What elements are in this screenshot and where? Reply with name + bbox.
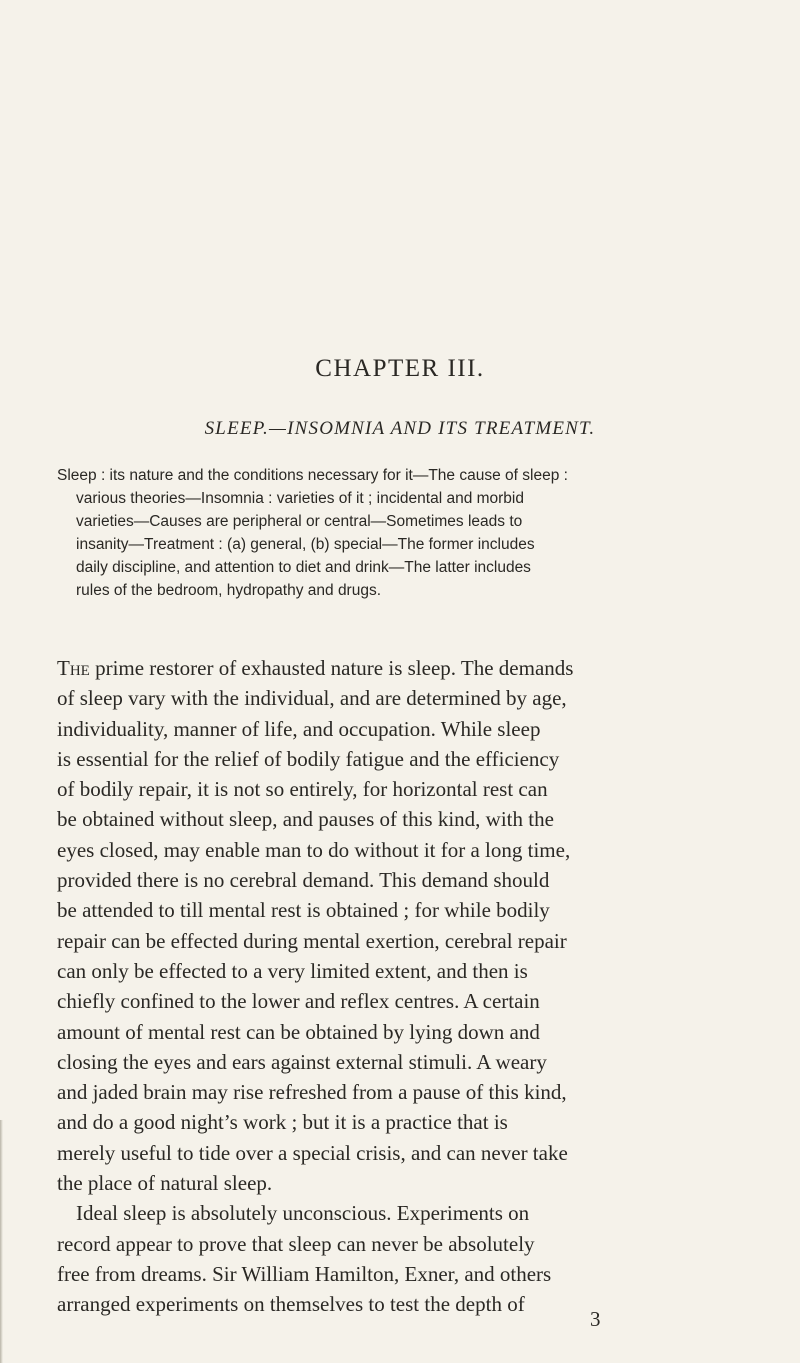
synopsis-line: rules of the bedroom, hydropathy and drugs.: [76, 582, 382, 599]
opening-word: The: [57, 656, 90, 680]
body-line: individuality, manner of life, and occupation. While sleep: [57, 716, 541, 741]
body-line: free from dreams. Sir William Hamilton, Exner, and others: [57, 1261, 552, 1286]
page-number: 3: [590, 1307, 601, 1331]
body-line: be obtained without sleep, and pauses of this kind, with the: [57, 807, 554, 832]
page-edge-shadow: [0, 1120, 3, 1363]
synopsis-line: insanity—Treatment : (a) general, (b) special—The former includes: [76, 536, 535, 553]
synopsis-line: daily discipline, and attention to diet and drink—The latter includes: [76, 559, 531, 576]
body-line: provided there is no cerebral demand. This demand should: [57, 868, 550, 893]
body-line: the place of natural sleep.: [57, 1171, 273, 1196]
body-line: [57, 653, 747, 683]
body-line: be attended to till mental rest is obtained ; for while bodily: [57, 898, 550, 923]
body-line: of sleep vary with the individual, and are determined by age,: [57, 686, 567, 711]
body-line: repair can be effected during mental exertion, cerebral repair: [57, 928, 567, 953]
chapter-subtitle: SLEEP.—INSOMNIA AND ITS TREATMENT.: [204, 418, 596, 439]
body-line: amount of mental rest can be obtained by lying down and: [57, 1019, 540, 1044]
synopsis-line: varieties—Causes are peripheral or central—Sometimes leads to: [76, 513, 523, 530]
body-line: is essential for the relief of bodily fatigue and the efficiency: [57, 746, 560, 771]
body-line: can only be effected to a very limited extent, and then is: [57, 958, 528, 983]
body-line: chiefly confined to the lower and reflex centres. A certain: [57, 989, 540, 1014]
body-line: record appear to prove that sleep can never be absolutely: [57, 1231, 535, 1256]
body-line: and jaded brain may rise refreshed from a pause of this kind,: [57, 1080, 567, 1105]
body-text: [57, 653, 747, 1320]
body-line: merely useful to tide over a special crisis, and can never take: [57, 1140, 568, 1165]
body-line: and do a good night’s work ; but it is a practice that is: [57, 1110, 508, 1135]
opening-line-rest: prime restorer of exhausted nature is sleep. The demands: [89, 656, 574, 680]
body-line: of bodily repair, it is not so entirely, for horizontal rest can: [57, 777, 548, 802]
body-line: closing the eyes and ears against external stimuli. A weary: [57, 1049, 547, 1074]
body-line: Ideal sleep is absolutely unconscious. Experiments on: [76, 1201, 530, 1226]
synopsis-line: Sleep : its nature and the conditions necessary for it—The cause of sleep :: [57, 467, 568, 484]
chapter-synopsis: [57, 464, 747, 602]
synopsis-line: various theories—Insomnia : varieties of it ; incidental and morbid: [76, 490, 524, 507]
body-line: eyes closed, may enable man to do without it for a long time,: [57, 837, 571, 862]
chapter-heading: CHAPTER III.: [315, 355, 485, 382]
body-line: arranged experiments on themselves to test the depth of: [57, 1292, 525, 1317]
